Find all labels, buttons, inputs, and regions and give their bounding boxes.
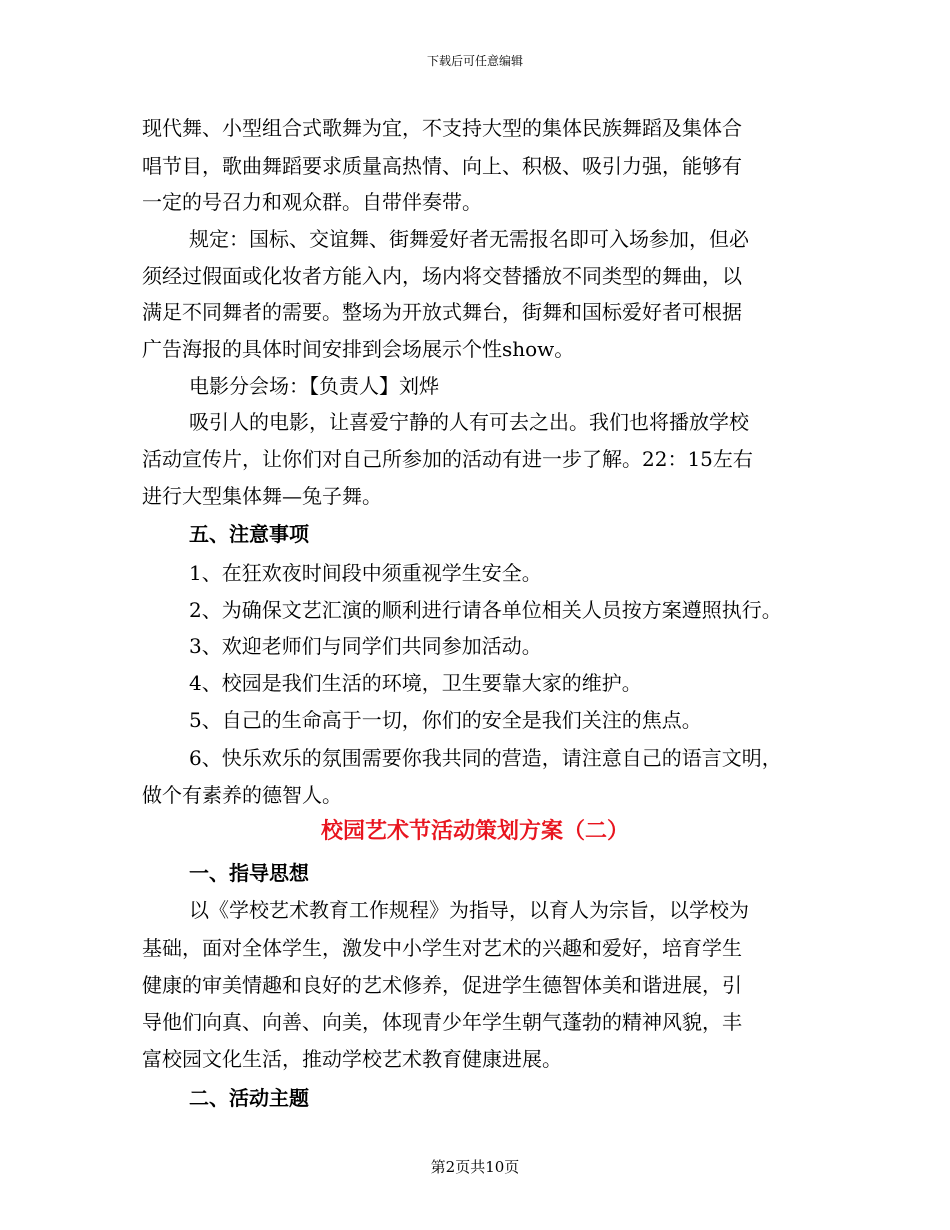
paragraph-line: 规定：国标、交谊舞、街舞爱好者无需报名即可入场参加，但必 (189, 227, 749, 251)
list-item: 1、在狂欢夜时间段中须重视学生安全。 (189, 561, 542, 585)
paragraph-line: 电影分会场：【负责人】刘烨 (189, 374, 439, 398)
list-item: 4、校园是我们生活的环境，卫生要靠大家的维护。 (189, 671, 642, 695)
section-heading: 五、注意事项 (189, 522, 309, 546)
paragraph-line: 现代舞、小型组合式歌舞为宜，不支持大型的集体民族舞蹈及集体合 (142, 116, 742, 140)
paragraph-line: 健康的审美情趣和良好的艺术修养，促进学生德智体美和谐进展，引 (142, 973, 742, 997)
section-heading: 二、活动主题 (189, 1086, 309, 1110)
page-footer: 第2页共10页 (430, 1158, 520, 1176)
paragraph-line: 进行大型集体舞—兔子舞。 (142, 484, 382, 508)
paragraph-line: 以《学校艺术教育工作规程》为指导，以育人为宗旨，以学校为 (189, 898, 749, 922)
paragraph-line: 唱节目，歌曲舞蹈要求质量高热情、向上、积极、吸引力强，能够有 (142, 154, 742, 178)
list-item: 5、自己的生命高于一切，你们的安全是我们关注的焦点。 (189, 708, 702, 732)
paragraph-line: 活动宣传片，让你们对自己所参加的活动有进一步了解。22：15左右 (142, 447, 753, 471)
page-header: 下载后可任意编辑 (426, 54, 523, 68)
paragraph-line: 基础，面对全体学生，激发中小学生对艺术的兴趣和爱好，培育学生 (142, 936, 742, 960)
paragraph-line: 须经过假面或化妆者方能入内，场内将交替播放不同类型的舞曲，以 (142, 264, 742, 288)
paragraph-line: 吸引人的电影，让喜爱宁静的人有可去之出。我们也将播放学校 (189, 410, 749, 434)
paragraph-line: 导他们向真、向善、向美，体现青少年学生朝气蓬勃的精神风貌，丰 (142, 1010, 742, 1034)
paragraph-line: 广告海报的具体时间安排到会场展示个性show。 (142, 337, 575, 361)
list-item: 6、快乐欢乐的氛围需要你我共同的营造，请注意自己的语言文明， (189, 746, 782, 770)
paragraph-line: 做个有素养的德智人。 (142, 783, 342, 807)
document-title: 校园艺术节活动策划方案（二） (320, 818, 629, 844)
list-item: 2、为确保文艺汇演的顺利进行请各单位相关人员按方案遵照执行。 (189, 598, 782, 622)
list-item: 3、欢迎老师们与同学们共同参加活动。 (189, 634, 542, 658)
paragraph-line: 一定的号召力和观众群。自带伴奏带。 (142, 190, 482, 214)
paragraph-line: 富校园文化生活，推动学校艺术教育健康进展。 (142, 1047, 562, 1071)
section-heading: 一、指导思想 (189, 861, 309, 885)
paragraph-line: 满足不同舞者的需要。整场为开放式舞台，街舞和国标爱好者可根据 (142, 300, 742, 324)
